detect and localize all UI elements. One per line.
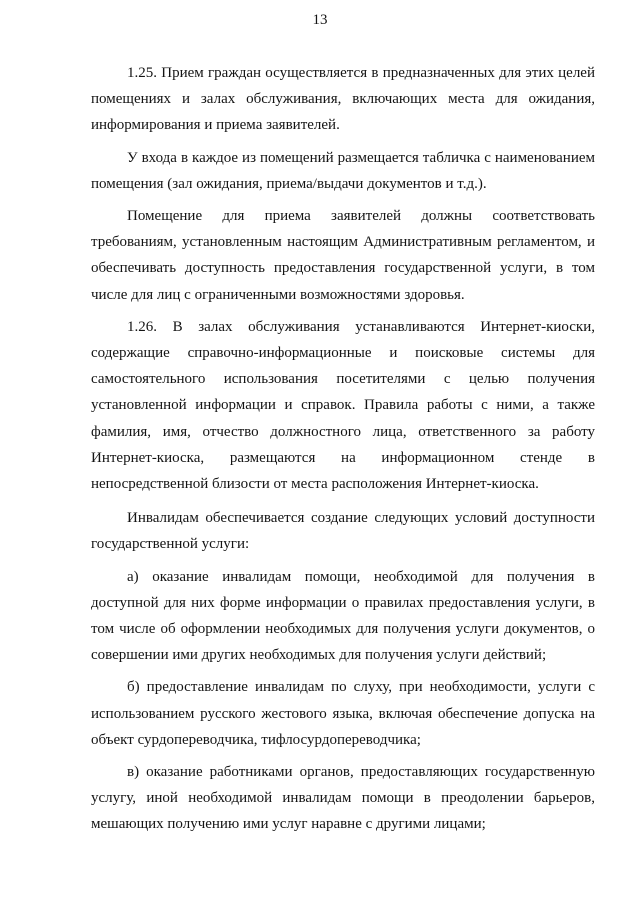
paragraph-item-v: в) оказание работниками органов, предоставляющих государственную услугу, иной необходимой инвалидам помощи в преодолении барьеров, мешающих получению ими услуг наравне с другими лицами; [91, 764, 595, 833]
paragraph-premises-requirements: Помещение для приема заявителей должны соответствовать требованиям, установленным настоящим Административным регламентом, и обеспечивать доступность предоставления государственной услуги, в том числе для лиц с ограниченными возможностями здоровья. [91, 208, 595, 303]
document-body [91, 60, 595, 838]
paragraph-disabled-conditions: Инвалидам обеспечивается создание следующих условий доступности государственной услуги: [91, 510, 595, 553]
paragraph-item-b: б) предоставление инвалидам по слуху, при необходимости, услуги с использованием русского жестового языка, включая обеспечение допуска на объект сурдопереводчика, тифлосурдопереводчика; [91, 679, 595, 748]
paragraph-item-a: а) оказание инвалидам помощи, необходимой для получения в доступной для них форме информации о правилах предоставления услуги, в том числе об оформлении необходимых для получения услуги документов, о совершении ими других необходимых для получения услуги действий; [91, 568, 595, 664]
page-number: 13 [312, 12, 328, 28]
paragraph-1-25: 1.25. Прием граждан осуществляется в предназначенных для этих целей помещениях и залах обслуживания, включающих места для ожидания, информирования и приема заявителей. [91, 65, 595, 134]
paragraph-entrance-sign: У входа в каждое из помещений размещается табличка с наименованием помещения (зал ожидания, приема/выдачи документов и т.д.). [91, 149, 595, 192]
paragraph-1-26: 1.26. В залах обслуживания устанавливаются Интернет-киоски, содержащие справочно-информационные и поисковые системы для самостоятельного использования посетителями с целью получения установленной информации и справок. Правила работы с ними, а также фамилия, имя, отчество должностного лица, ответственного за работу Интернет-киоска, размещаются на информационном стенде в непосредственной близости от места расположения Интернет-киоска. [91, 318, 595, 493]
